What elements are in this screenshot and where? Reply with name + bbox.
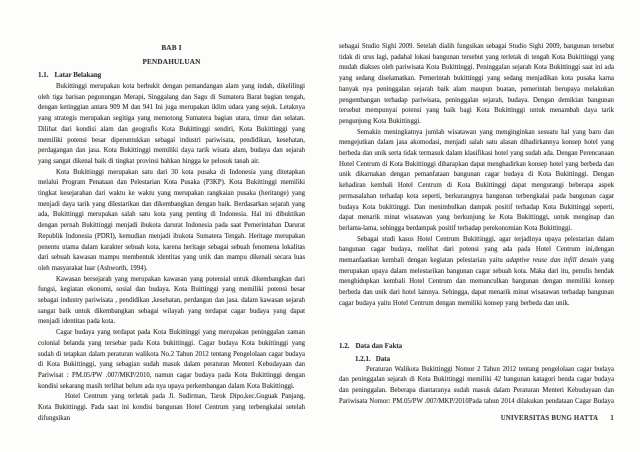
subsection-number: 1.2.1.: [355, 354, 371, 363]
chapter-title: BAB I: [161, 44, 182, 52]
left-column: [38, 42, 305, 425]
section-number: 1.1.: [38, 71, 49, 79]
paragraph-latar-belakang-3: Kawasan bersejarah yang merupakan kawasan yang potensial untuk dikembangkan dari fungsi, kegiatan ekonomi, sosial dan budaya. Kota Buittinggi yang memiliki potensi besar sebagai industry pariwisata , pendidikan ,kesehatan, perdangan dan jasa. dalam kawasan sejarah sangat baik untuk dikembangkan sebagai wilayah yang terdapat cagar budaya yang dapat menjadi identitas pada kota.: [38, 275, 305, 326]
chapter-subtitle: PENDAHULUAN: [142, 57, 201, 66]
section-label: Data dan Fakta: [355, 341, 403, 350]
section-number: 1.2.: [339, 341, 350, 350]
section-heading-latar-belakang: [38, 69, 305, 82]
page-footer: [501, 414, 614, 424]
paragraph-semakin-meningkat: Semakin meningkatnya jumlah wisatawan yang menginginkan sesuatu hal yang baru dan mengejutkan dalam jasa akomodasi, menjadi salah satu alasan dihadirkannya konsep hotel yang berbeda dan unik serta tidak termasuk dalam klasifikasi hotel yang sudah ada. Dengan Perencanaan Hotel Centrum di Kota Bukittinggi diharapkan dapat menghadirkan konsep hotel yang berbeda dan unik dikarnakan dengan pemanfataan bangunan cagar budaya di Kota Bukittinggi. Dengan kehadiran kembali Hotel Centrum di Kota Bukittinggi dapat mengurangi beberapa aspek permasalahan terhadap kota seperti, berkurangnya bangunan terbengkalai pada bangunan cagar budaya Kota bukittinggi. Dan menimbulkan dampak positif terhadap Kota Bukittinggi seperti, dapat menarik minat wisatawan yang berkunjung ke Kota Bukittinggi, untuk menginap dan berlama-lama, sehingga berdampak positif terhadap perekonomian Kota Bukittinggi.: [339, 128, 614, 232]
paragraph-latar-belakang-4: Cagar budaya yang terdapat pada Kota Bukittinggi yang merupakan peninggalan zaman colonial belanda yang tersebar pada Kota bukittinggi. Cagar budaya Kota bukittinggi yang sudah di tetapkan dalam peraturan walikota No.2 Tahun 2012 tentang Pengelolaan cagar budaya di Kota Bukittinggi, yang sebagian sudah masuk dalam peraturan Menteri Kebudayaan dan Pariwisat : PM.05/PW .007/MKP/2010, namun cagar budaya pada Kota Bukittinggi dengan kondisi sekarang masih terlihat belum ada nya upaya perkembangan dalam Kota Bukittinggi.: [38, 329, 305, 390]
page-number: 1: [610, 415, 614, 422]
footer-institution: UNIVERSITAS BUNG HATTA: [500, 415, 599, 422]
paragraph-studi-kasus: [339, 235, 614, 310]
two-column-layout: [38, 42, 614, 425]
subsection-label: Data: [375, 354, 391, 363]
paragraph-continuation: sebagai Studio Sighi 2009. Setelah dialih fungsikan sebagai Studio Sighi 2009, bangunan tersebut tidak di urus lagi, padahal lokasi bangunan tersebut yang terletak di tengah Kota Bukittinggi yang mudah diakses oleh pariwisata Kota Bukittinggi. Peninggalan sejarah Kota Bukittinggi saat ini ada yang sedang diselamatkan. Pemerintah bukittinggi yang sedang menjadikan kota pusaka karna banyak nya peninggalan sejarah baik alam maupun buatan, pemerintah berupaya melakukan pengembangan terhadap pariwisata, peninggalan sejarah, budaya. Dengan demikian bangunan tersebut mempunyai potensi yang baik bagi Kota Bukittinggi untuk menambah daya tarik pengunjung Kota Bukittinggi.: [339, 43, 614, 125]
right-column: [339, 42, 614, 425]
section-label: Latar Belakang: [54, 71, 102, 79]
italic-adaptive-reuse-phrase: adaptive reuse dan infill desain: [505, 257, 598, 265]
subsection-heading-data: [339, 353, 614, 365]
section-heading-data-dan-fakta: [339, 340, 614, 353]
paragraph-latar-belakang-2: Kota Bukittinggi merupakan satu dari 30 kota pusaka di Indonesia yang ditetapkan melalui Program Penataan dan Pelestarian Kota Pusaka (P3KP). Kota Bukittinggi memiliki tingkat kesejarahan dari waktu ke waktu yang merupakan rangkaian pusaka (heritange) yang menjadi daya tarik yang dilestarikan dan dikembangkan dengan baik. Berdasarkan sejarah yang ada, Bukittinggi merupakan salah satu kota yang penting di Indonesia. Hal ini dibuktikan dengan pernah Bukittinggi menjadi ibukota darurat Indonesia pada saat Pemerintahan Darurat Republik Indonesia (PDRI), kemudian menjadi ibukota Sumatera Tengah. Heritage merupakan penentu utama dalam karakter sebuah kota, karena heritage sebagai sebuah fenomena lokalitas dari sebuah kawasan mampu membentuk identitas yang unik dan mampu dikenali secara luas oleh masyarakat luar (Ashworth, 1994).: [38, 168, 305, 272]
paragraph-studi-kasus-text-end: yang merupakan upaya dalam melestarikan bangunan cagar sebuah kota. Maka dari itu, penulis hendak menghidupkan kembali Hotel Centrum dan memunculkan bangunan dengan memiliki konsep berbeda dan unik dari hotel lainnya. Sehingga, dapat menarik minat wisatawan terhadap bangunan cagar budaya yaitu Hotel Centrum dengan memiliki konsep yang berbeda dan unik.: [339, 257, 615, 307]
paragraph-studi-kasus-text: Sebagai studi kasus Hotel Centrum Bukittinggi, agar terjadinya upaya pelestarian dalam bangunan cagar budaya, melihat dari potensi yang ada pada Hotel Centrum ini,dengan memanfaatkan kembali dengan kegiatan pelestarian yaitu: [339, 235, 614, 265]
paragraph-latar-belakang-1: Bukittinggi merupakan kota berbukit dengan pemandangan alam yang indah, dikelilingi oleh tiga barisan pegunungan Merapi, Singgalang dan Sagu di Sumatera Barat bagian tengah, dengan ketinggian antara 909 M dan 941 Ini juga merupakan iklim udara yang sejuk. Letaknya yang strategis merupakan segitiga yang memotong Sumatera bagian utara, timur dan selatan. Dilihat dari kondisi alam dan geografis Kota Bukittinggi sendiri, Kota Bukittinggi yang memiliki potensi besar diperuntukkan sebagai industri pariwisata, pendidikan, kesehatan, perdagangan dan jasa. Kota Bukittinggi memiliki daya tarik wisata alam, budaya dan sejarah yang sangat dikenal baik di tingkat provinsi bahkan hingga ke pelosok tanah air.: [38, 83, 305, 165]
paragraph-peraturan-walikota: Peraturan Walikota Bukittinggi Nomor 2 Tahun 2012 tentang pengelolaan cagar budaya dan peninggalan sejarah di Kota Bukittinggi memiliki 42 bangunan katagori benda cagar budaya dan peninggalan. Beberapa diantaranya sudah masuk dalam Peraturan Menteri Kebudayaan dan Pariwisata Nomor: PM.05/PW .007/MKP/2010Pada tahun 2014 dilakukan pendataan Cagar Budaya: [339, 365, 614, 405]
paragraph-hotel-centrum: Hotel Centrum yang terletak pada Jl. Sudirman, Tarok Dipo,kec.Guguak Panjang, Kota Bukittinggi. Pada saat ini kondisi bangunan Hotel Centrum yang terbengkalai setelah difungsikan: [38, 393, 305, 422]
